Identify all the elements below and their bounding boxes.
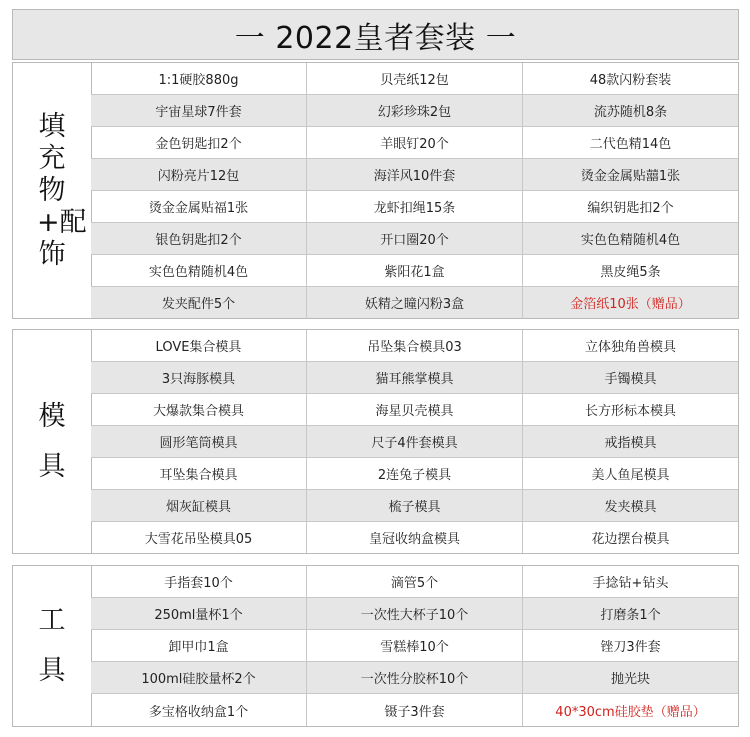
table-cell: 48款闪粉套装 xyxy=(589,73,672,88)
table-cell: 妖精之瞳闪粉3盒 xyxy=(307,287,523,318)
section-fillers-accessories xyxy=(12,62,739,319)
table-cell: 2连兔子模具 xyxy=(307,458,523,489)
table-row xyxy=(91,191,738,223)
section-label-box xyxy=(13,330,92,553)
table-row xyxy=(91,598,738,630)
table-row xyxy=(91,490,738,522)
table-cell: 海星贝壳模具 xyxy=(307,394,523,425)
gift-cell: 40*30cm硅胶垫（赠品） xyxy=(555,704,706,720)
table-cell: 尺子4件套模具 xyxy=(307,426,523,457)
table-cell: 皇冠收纳盒模具 xyxy=(307,522,523,553)
table-cell: 羊眼钉20个 xyxy=(307,127,523,158)
table-row xyxy=(91,255,738,287)
table-row xyxy=(91,458,738,490)
table-cell: 吊坠集合模具03 xyxy=(307,330,523,361)
table-cell: 烫金金属贴囍1张 xyxy=(580,169,681,184)
table-cell: 镊子3件套 xyxy=(307,694,523,726)
table-cell: 海洋风10件套 xyxy=(307,159,523,190)
table-cell: 卸甲巾1盒 xyxy=(91,630,307,661)
table-cell: 多宝格收纳盒1个 xyxy=(91,694,307,726)
item-grid xyxy=(91,566,738,726)
table-cell: 发夹配件5个 xyxy=(91,287,307,318)
table-cell: 猫耳熊掌模具 xyxy=(307,362,523,393)
table-cell: 戒指模具 xyxy=(604,436,657,451)
table-row xyxy=(91,522,738,553)
table-cell: 烟灰缸模具 xyxy=(91,490,307,521)
table-cell: 实色色精随机4色 xyxy=(91,255,307,286)
section-tools xyxy=(12,565,739,727)
table-cell: 流苏随机8条 xyxy=(593,105,668,120)
table-cell: 花边摆台模具 xyxy=(591,532,670,547)
item-grid xyxy=(91,330,738,553)
table-row xyxy=(91,287,738,318)
table-cell: 幻彩珍珠2包 xyxy=(307,95,523,126)
table-row xyxy=(91,95,738,127)
table-cell: 打磨条1个 xyxy=(600,608,661,623)
section-label: 填充物+配饰 xyxy=(37,110,87,270)
table-cell: 龙虾扣绳15条 xyxy=(307,191,523,222)
table-cell: 宇宙星球7件套 xyxy=(91,95,307,126)
table-cell: 一次性大杯子10个 xyxy=(307,598,523,629)
table-cell: 紫阳花1盒 xyxy=(307,255,523,286)
table-row xyxy=(91,362,738,394)
table-cell: 实色色精随机4色 xyxy=(580,233,681,248)
table-cell: 250ml量杯1个 xyxy=(91,598,307,629)
table-row xyxy=(91,662,738,694)
table-cell: 梳子模具 xyxy=(307,490,523,521)
table-row xyxy=(91,63,738,95)
item-grid xyxy=(91,63,738,318)
section-label: 工具 xyxy=(38,605,66,686)
table-row xyxy=(91,330,738,362)
table-row xyxy=(91,426,738,458)
table-row xyxy=(91,127,738,159)
table-cell: 长方形标本模具 xyxy=(584,404,676,419)
table-cell: 立体独角兽模具 xyxy=(584,340,676,355)
table-cell: 大雪花吊坠模具05 xyxy=(91,522,307,553)
table-cell: LOVE集合模具 xyxy=(91,330,307,361)
table-cell: 发夹模具 xyxy=(604,500,657,515)
table-cell: 二代色精14色 xyxy=(589,137,672,152)
table-cell: 编织钥匙扣2个 xyxy=(587,201,674,216)
table-row xyxy=(91,694,738,726)
section-molds xyxy=(12,329,739,554)
table-cell: 抛光块 xyxy=(610,672,650,687)
page-title: 一 2022皇者套装 一 xyxy=(12,9,739,60)
table-cell: 一次性分胶杯10个 xyxy=(307,662,523,693)
table-cell: 烫金金属贴福1张 xyxy=(91,191,307,222)
table-cell: 闪粉亮片12包 xyxy=(91,159,307,190)
table-cell: 耳坠集合模具 xyxy=(91,458,307,489)
table-cell: 手镯模具 xyxy=(604,372,657,387)
gift-cell: 金箔纸10张（赠品） xyxy=(570,297,691,312)
table-cell: 1:1硬胶880g xyxy=(91,63,307,94)
section-label: 模具 xyxy=(38,400,66,482)
table-cell: 100ml硅胶量杯2个 xyxy=(91,662,307,693)
table-cell: 雪糕棒10个 xyxy=(307,630,523,661)
table-cell: 滴管5个 xyxy=(307,566,523,597)
table-cell: 金色钥匙扣2个 xyxy=(91,127,307,158)
table-cell: 大爆款集合模具 xyxy=(91,394,307,425)
table-cell: 3只海豚模具 xyxy=(91,362,307,393)
section-label-box xyxy=(13,63,92,318)
table-row xyxy=(91,223,738,255)
table-cell: 贝壳纸12包 xyxy=(307,63,523,94)
table-cell: 黑皮绳5条 xyxy=(600,265,661,280)
table-row xyxy=(91,394,738,426)
table-cell: 开口圈20个 xyxy=(307,223,523,254)
table-cell: 银色钥匙扣2个 xyxy=(91,223,307,254)
table-row xyxy=(91,630,738,662)
table-row xyxy=(91,566,738,598)
table-cell: 手捻钻+钻头 xyxy=(592,576,669,591)
section-label-box xyxy=(13,566,92,726)
table-row xyxy=(91,159,738,191)
table-cell: 锉刀3件套 xyxy=(600,640,661,655)
table-cell: 美人鱼尾模具 xyxy=(591,468,670,483)
table-cell: 手指套10个 xyxy=(91,566,307,597)
table-cell: 圆形笔筒模具 xyxy=(91,426,307,457)
